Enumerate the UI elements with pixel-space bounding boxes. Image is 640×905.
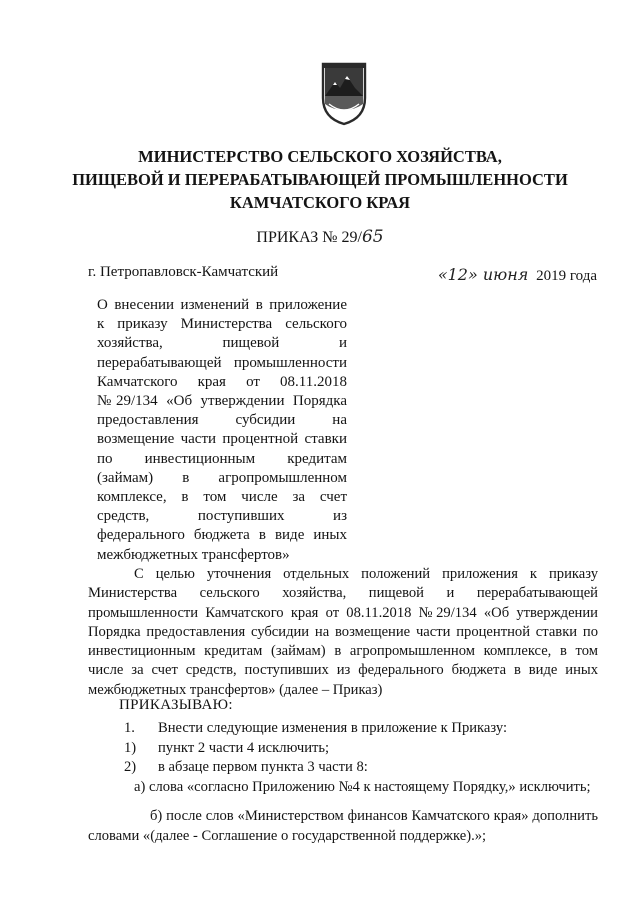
order-subject: О внесении изменений в приложение к приказу Министерства сельского хозяйства, пищевой и перерабатывающей промышленности Камчатского края от 08.11.2018 №29/134 «Об утверждении Порядка предоставления субсидии на возмещение части процентной ставки по инвестиционным кредитам (займам) в агропромышленном комплексе, в том числе за счет средств, поступивших из федерального бюджета в виде иных межбюджетных трансфертов» <box>97 297 347 563</box>
date-year: 2019 года <box>536 268 597 284</box>
item-marker: 2) <box>124 759 137 776</box>
list-item-a: а) слова «согласно Приложению №4 к настоящему Порядку,» исключить; <box>134 778 591 795</box>
order-title <box>200 227 440 247</box>
order-date <box>438 265 597 285</box>
preamble-paragraph: С целью уточнения отдельных положений приложения к приказу Министерства сельского хозяйства, пищевой и перерабатывающей промышленности Камчатского края от 08.11.2018 №29/134 «Об утверждении Порядка предоставления субсидии на возмещение части процентной ставки по инвестиционным кредитам (займам) в агропромышленном комплексе, в том числе за счет средств, поступивших из федерального бюджета в виде иных межбюджетных трансфертов» (далее – Приказ) <box>88 566 598 698</box>
item-marker: 1) <box>124 739 137 756</box>
item-text: Внести следующие изменения в приложение к Приказу: <box>158 720 508 736</box>
order-items <box>88 719 598 847</box>
date-handwritten: «12» июня <box>437 265 529 284</box>
order-number-handwritten: 65 <box>361 227 384 247</box>
ministry-line-2: ПИЩЕВОЙ И ПЕРЕРАБАТЫВАЮЩЕЙ ПРОМЫШЛЕННОСТИ <box>72 170 568 189</box>
ministry-line-3: КАМЧАТСКОГО КРАЯ <box>229 193 411 212</box>
order-prefix: ПРИКАЗ № 29/ <box>256 229 362 246</box>
coat-of-arms-icon <box>319 60 369 126</box>
prikazyvayu-heading: ПРИКАЗЫВАЮ: <box>119 697 233 713</box>
item-marker: 1. <box>124 720 135 736</box>
list-item-b: б) после слов «Министерством финансов Камчатского края» дополнить словами «(далее - Соглашение о государственной поддержке).»; <box>88 808 598 844</box>
ministry-header <box>40 145 600 214</box>
list-item <box>88 719 598 739</box>
list-item <box>88 739 598 759</box>
place: г. Петропавловск-Камчатский <box>88 264 279 280</box>
item-text: в абзаце первом пункта 3 части 8: <box>158 759 368 776</box>
item-text: пункт 2 части 4 исключить; <box>158 739 330 756</box>
list-item <box>88 758 598 778</box>
ministry-line-1: МИНИСТЕРСТВО СЕЛЬСКОГО ХОЗЯЙСТВА, <box>138 147 502 166</box>
